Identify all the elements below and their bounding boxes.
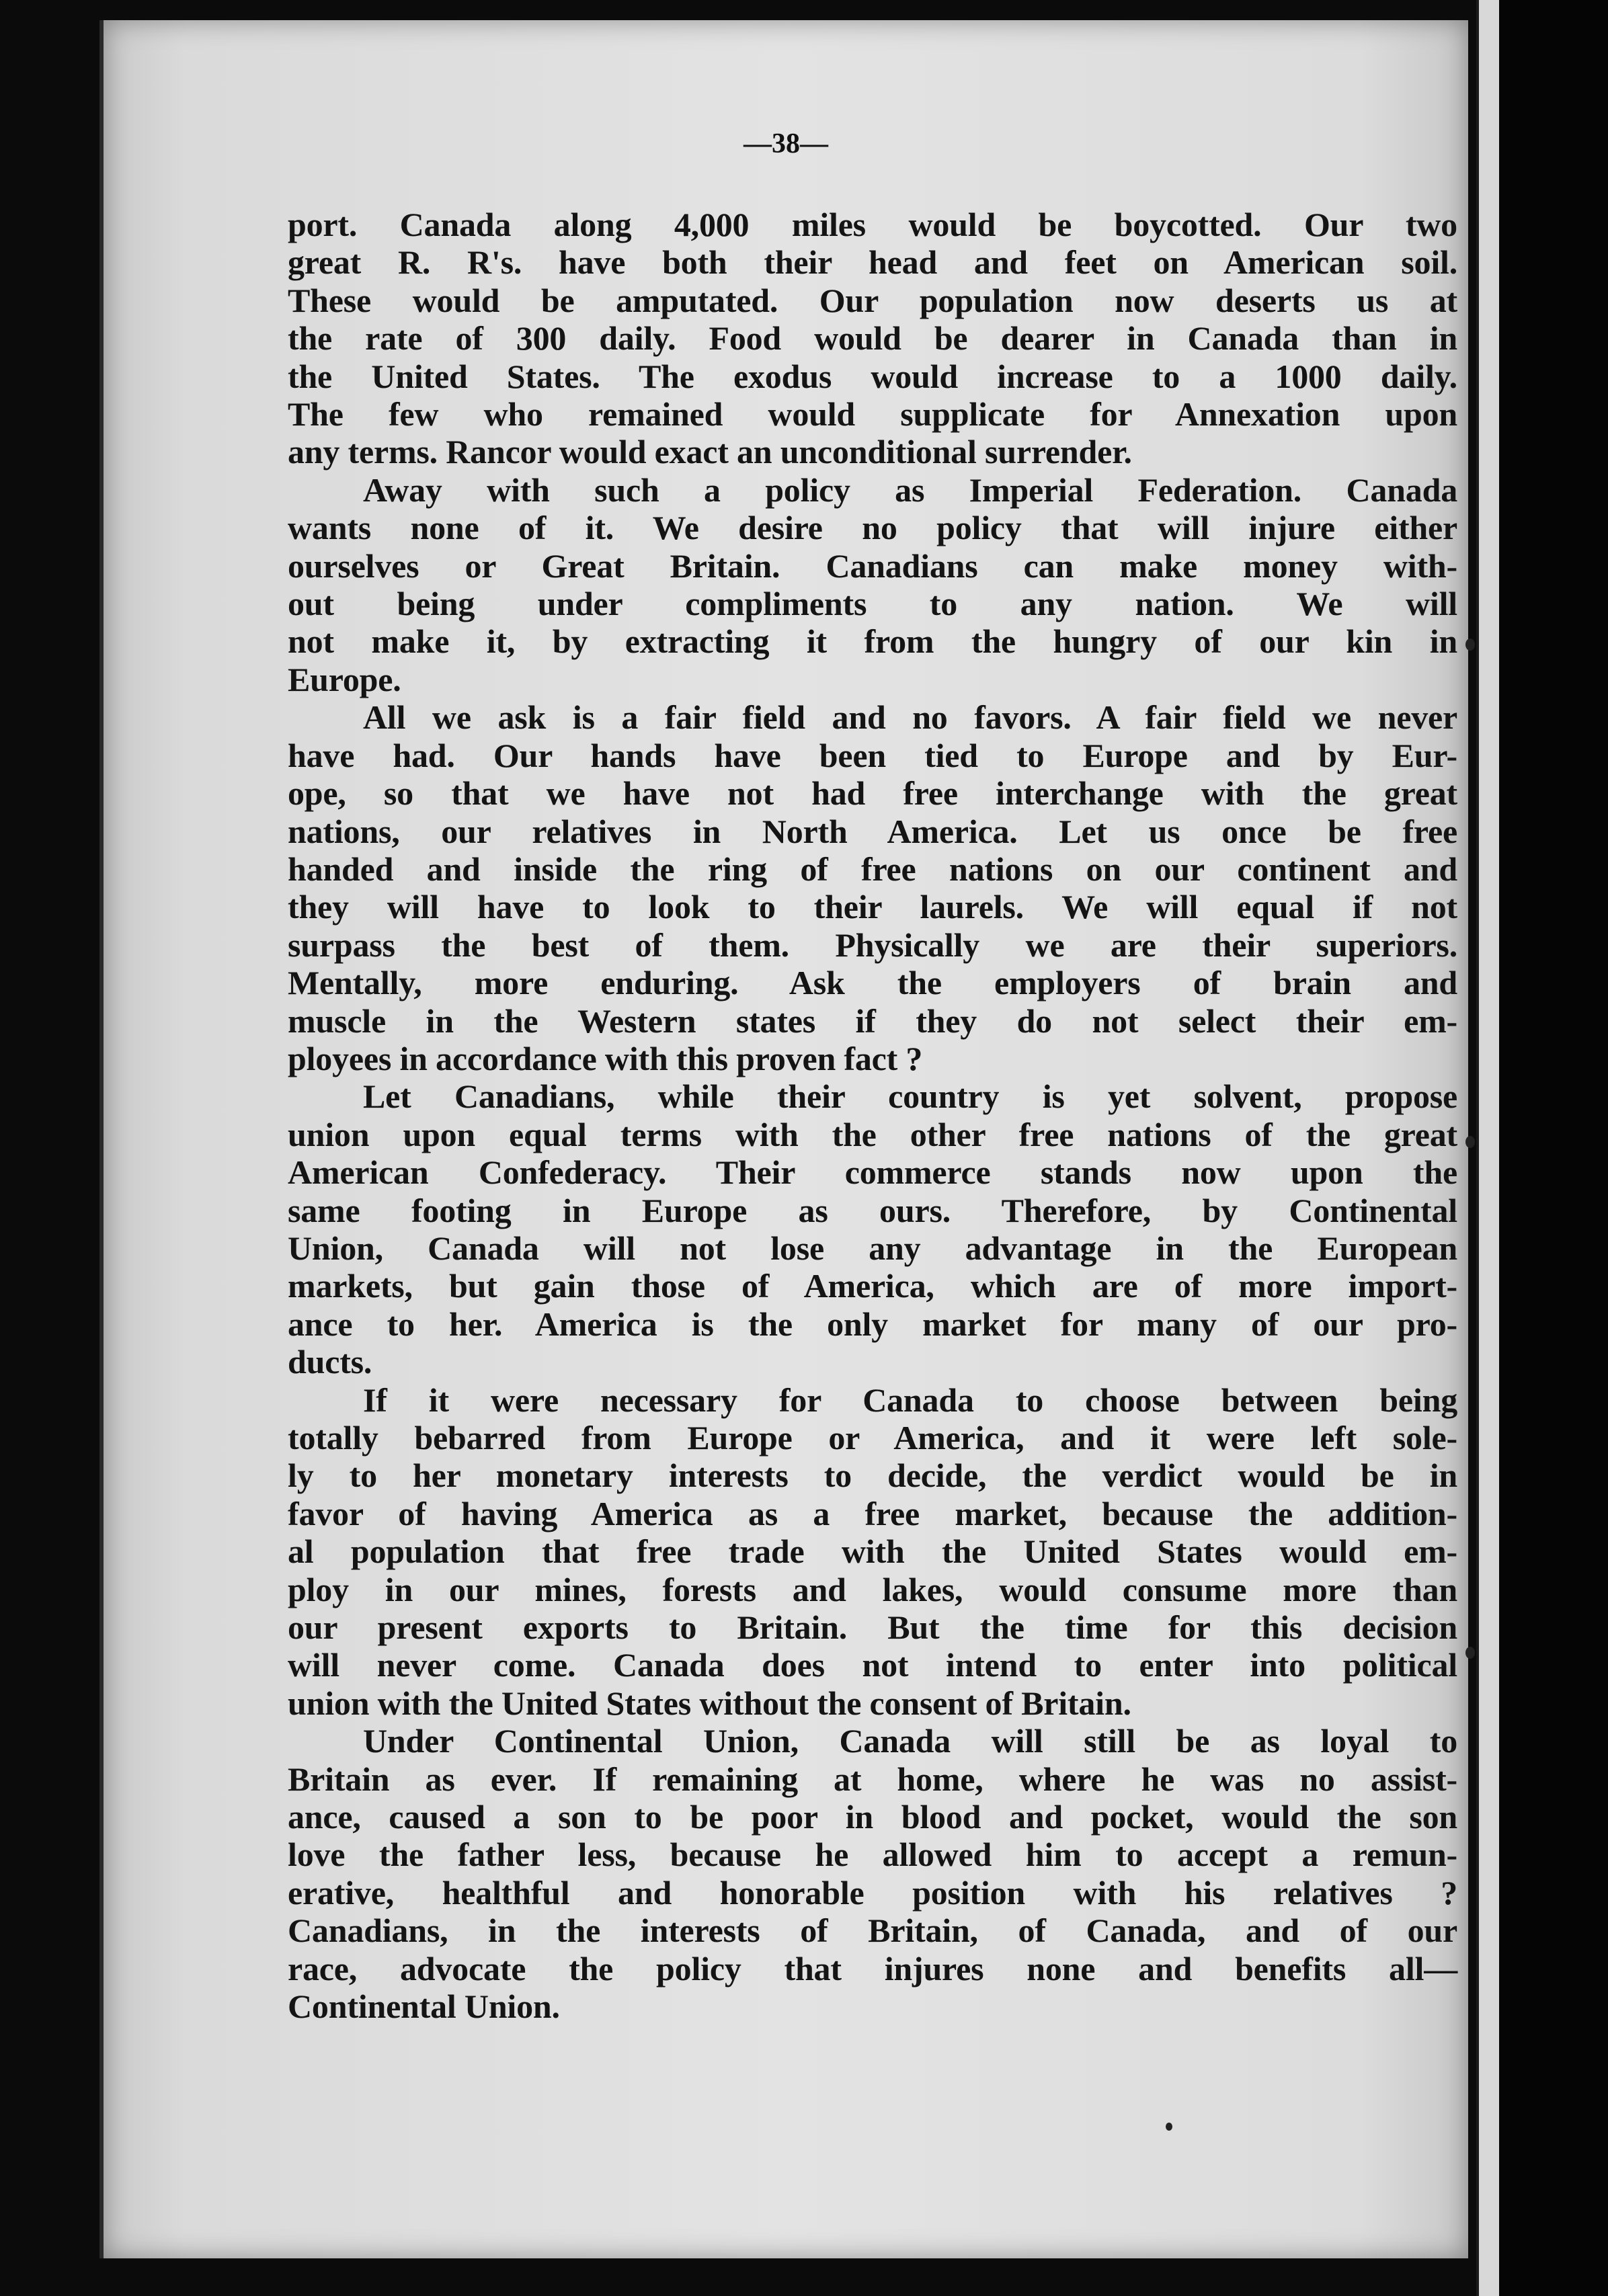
paragraph [288, 1077, 1457, 1381]
text-line: ly to her monetary interests to decide, the verdict would be in [288, 1457, 1457, 1495]
paragraph [288, 206, 1457, 471]
text-line: Under Continental Union, Canada will still be as loyal to [363, 1722, 1457, 1760]
text-line: Canadians, in the interests of Britain, of Canada, and of our [288, 1912, 1457, 1950]
text-line: erative, healthful and honorable position with his relatives ? [288, 1873, 1457, 1912]
text-line: markets, but gain those of America, which are of more import- [288, 1267, 1457, 1305]
text-line: All we ask is a fair field and no favors. A fair field we never [363, 698, 1457, 737]
paragraph [288, 698, 1457, 1077]
text-line: great R. R's. have both their head and feet on American soil. [288, 243, 1457, 282]
text-line: Britain as ever. If remaining at home, where he was no assist- [288, 1760, 1457, 1798]
binding-mark [1465, 1136, 1475, 1148]
paragraph [288, 1381, 1457, 1723]
binding-mark [1465, 639, 1475, 651]
text-line: Mentally, more enduring. Ask the employers of brain and [288, 964, 1457, 1002]
text-line: Let Canadians, while their country is yet solvent, propose [363, 1077, 1457, 1116]
adjacent-page-edge [1476, 0, 1502, 2296]
text-line: not make it, by extracting it from the hungry of our kin in [288, 622, 1457, 661]
text-line: wants none of it. We desire no policy that will injure either [288, 509, 1457, 547]
paragraph [288, 471, 1457, 698]
text-line: Continental Union. [288, 1987, 560, 2026]
text-line: the United States. The exodus would increase to a 1000 daily. [288, 357, 1457, 395]
document-page [99, 20, 1468, 2258]
text-line: ourselves or Great Britain. Canadians can make money with- [288, 546, 1457, 585]
text-line: ance to her. America is the only market for many of our pro- [288, 1305, 1457, 1343]
text-line: handed and inside the ring of free nations on our continent and [288, 850, 1457, 888]
text-line: union with the United States without the consent of Britain. [288, 1684, 1131, 1722]
text-line: ance, caused a son to be poor in blood and pocket, would the son [288, 1798, 1457, 1836]
text-line: out being under compliments to any nation. We will [288, 585, 1457, 623]
text-line: port. Canada along 4,000 miles would be boycotted. Our two [288, 206, 1457, 243]
text-line: The few who remained would supplicate for Annexation upon [288, 395, 1457, 434]
text-line: ployees in accordance with this proven fact ? [288, 1039, 923, 1077]
text-line: American Confederacy. Their commerce stands now upon the [288, 1153, 1457, 1192]
page-number: —38— [743, 128, 828, 159]
text-line: any terms. Rancor would exact an unconditional surrender. [288, 433, 1132, 471]
text-line: they will have to look to their laurels. We will equal if not [288, 888, 1457, 926]
speck-mark [1166, 2123, 1172, 2131]
text-line: race, advocate the policy that injures none and benefits all— [288, 1949, 1457, 1987]
text-line: the rate of 300 daily. Food would be dearer in Canada than in [288, 319, 1457, 358]
text-line: our present exports to Britain. But the time for this decision [288, 1608, 1457, 1647]
text-line: have had. Our hands have been tied to Europe and by Eur- [288, 736, 1457, 774]
text-line: muscle in the Western states if they do not select their em- [288, 1001, 1457, 1040]
text-line: al population that free trade with the United States would em- [288, 1532, 1457, 1571]
text-line: If it were necessary for Canada to choose between being [363, 1381, 1457, 1419]
text-line: union upon equal terms with the other free nations of the great [288, 1115, 1457, 1153]
text-line: nations, our relatives in North America. Let us once be free [288, 812, 1457, 850]
text-line: favor of having America as a free market, because the addition- [288, 1494, 1457, 1532]
text-line: totally bebarred from Europe or America, and it were left sole- [288, 1419, 1457, 1457]
text-line: These would be amputated. Our population now deserts us at [288, 281, 1457, 319]
text-line: Away with such a policy as Imperial Federation. Canada [363, 470, 1457, 509]
text-line: love the father less, because he allowed him to accept a remun- [288, 1836, 1457, 1874]
text-line: ploy in our mines, forests and lakes, would consume more than [288, 1570, 1457, 1608]
binding-mark [1465, 1647, 1475, 1659]
text-line: same footing in Europe as ours. Therefore, by Continental [288, 1191, 1457, 1229]
text-line: surpass the best of them. Physically we are their superiors. [288, 926, 1457, 964]
scan-right-border [1499, 0, 1608, 2296]
text-line: ope, so that we have not had free interchange with the great [288, 774, 1457, 813]
text-line: Europe. [288, 660, 401, 698]
text-line: ducts. [288, 1343, 372, 1381]
paragraph [288, 1722, 1457, 2025]
text-line: will never come. Canada does not intend to enter into political [288, 1646, 1457, 1684]
body-text [288, 206, 1457, 2026]
text-line: Union, Canada will not lose any advantage in the European [288, 1229, 1457, 1267]
